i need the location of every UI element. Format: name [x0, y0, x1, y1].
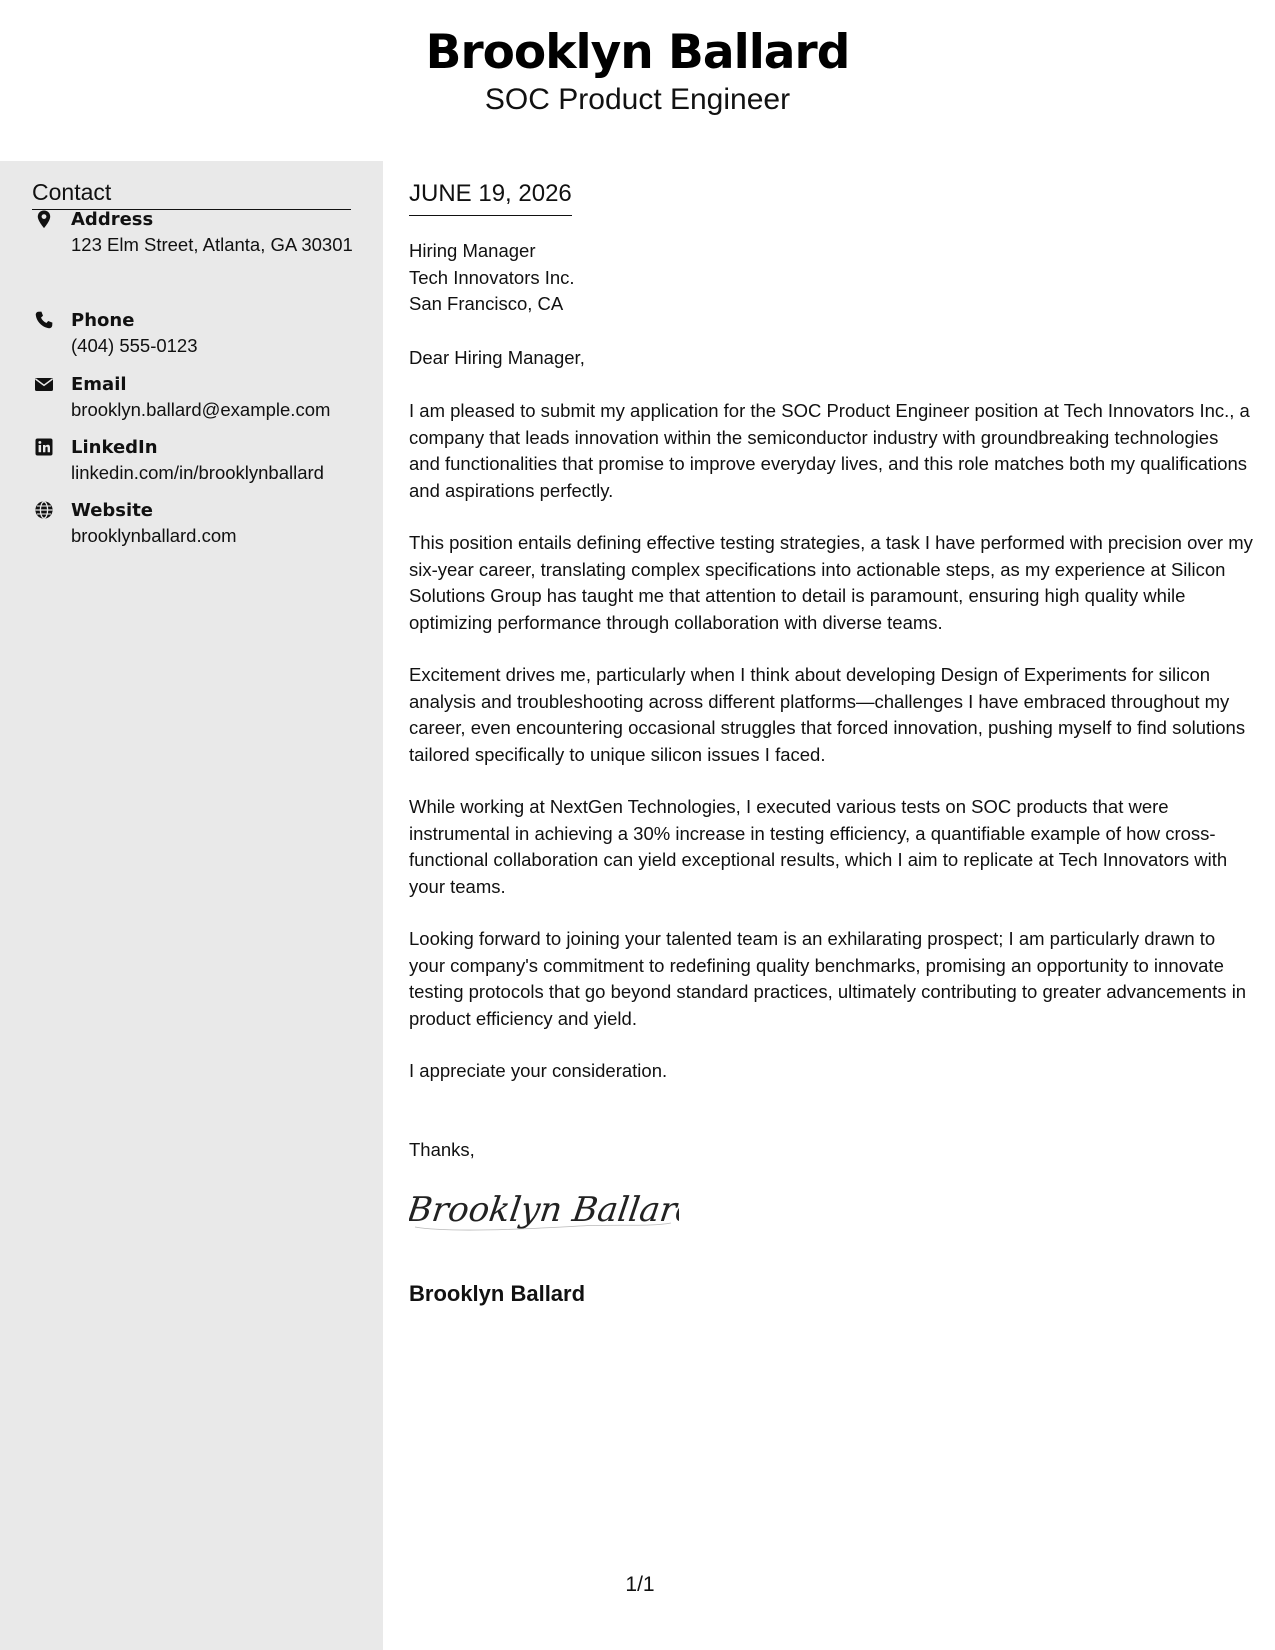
phone-value: (404) 555-0123	[71, 335, 198, 356]
phone-label: Phone	[71, 310, 135, 331]
page-number: 1/1	[625, 1573, 655, 1596]
email-value: brooklyn.ballard@example.com	[71, 399, 331, 420]
globe-icon	[34, 500, 54, 520]
linkedin-icon	[34, 437, 54, 457]
email-label: Email	[71, 374, 127, 395]
address-value: 123 Elm Street, Atlanta, GA 30301	[71, 234, 353, 255]
letter-header	[0, 0, 1275, 161]
body-paragraph: Excitement drives me, particularly when I think about developing Design of Experiments for silicon analysis and troubleshooting across different platforms—challenges I have embraced throughout my career, even encountering occasional struggles that forced innovation, pushing myself to find solutions tailored specifically to unique silicon issues I faced.	[409, 664, 1246, 765]
recipient-block	[409, 238, 575, 318]
applicant-role: SOC Product Engineer	[484, 83, 791, 116]
contact-heading: Contact	[32, 177, 351, 210]
salutation: Dear Hiring Manager,	[409, 347, 585, 368]
closing: Thanks,	[409, 1139, 475, 1160]
recipient-location: San Francisco, CA	[409, 293, 564, 314]
contact-sidebar	[0, 161, 383, 1650]
body-paragraph: Looking forward to joining your talented team is an exhilarating prospect; I am particularly drawn to your company's commitment to redefining quality benchmarks, promising an opportunity to innovate testing protocols that go beyond standard practices, ultimately contributing to greater advancements in product efficiency and yield.	[409, 928, 1247, 1029]
linkedin-label: LinkedIn	[71, 437, 158, 458]
website-label: Website	[71, 500, 154, 521]
recipient-company: Tech Innovators Inc.	[409, 266, 575, 288]
address-label: Address	[71, 209, 154, 230]
envelope-icon	[34, 374, 54, 394]
applicant-name: Brooklyn Ballard	[425, 25, 850, 80]
linkedin-value[interactable]: linkedin.com/in/brooklynballard	[71, 462, 324, 483]
signer-name: Brooklyn Ballard	[409, 1281, 586, 1306]
body-paragraph: This position entails defining effective testing strategies, a task I have performed with precision over my six-year career, translating complex specifications into actionable steps, as my experience at Silicon Solutions Group has taught me that attention to detail is paramount, ensuring high quality while optimizing performance through collaboration with diverse teams.	[409, 532, 1253, 633]
letter-date: JUNE 19, 2026	[409, 179, 572, 216]
handwritten-signature	[409, 1183, 679, 1246]
website-value[interactable]: brooklynballard.com	[71, 525, 237, 546]
phone-icon	[34, 310, 54, 330]
body-paragraph: I am pleased to submit my application for the SOC Product Engineer position at Tech Innovators Inc., a company that leads innovation within the semiconductor industry with groundbreaking technologies and functionalities that promise to improve everyday lives, and this role matches both my qualifications and aspirations perfectly.	[409, 400, 1250, 501]
map-pin-icon	[34, 209, 54, 229]
signature-text: Brooklyn Ballard	[409, 1190, 679, 1230]
body-paragraph: I appreciate your consideration.	[409, 1060, 668, 1081]
body-paragraph: While working at NextGen Technologies, I executed various tests on SOC products that were instrumental in achieving a 30% increase in testing efficiency, a quantifiable example of how cross-functional collaboration can yield exceptional results, which I aim to replicate at Tech Innovators with your teams.	[409, 796, 1228, 897]
recipient-title: Hiring Manager	[409, 240, 536, 261]
